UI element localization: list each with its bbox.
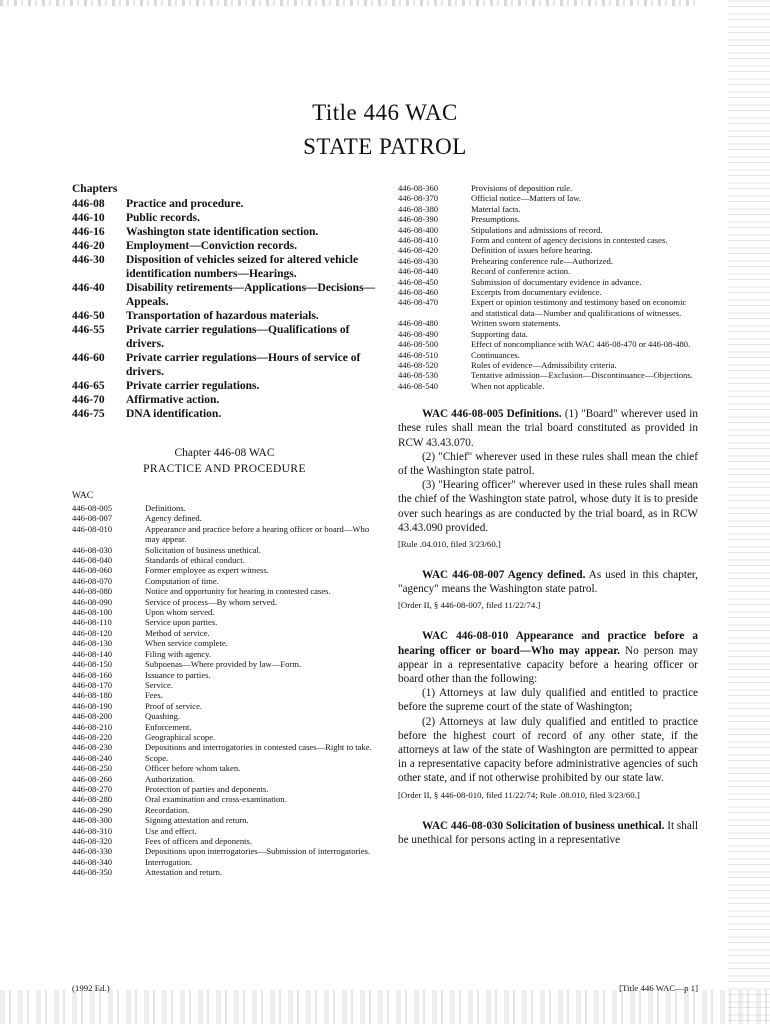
section-list-item-number: 446-08-330	[72, 846, 113, 857]
section-list-item	[72, 513, 377, 523]
section-030-head: WAC 446-08-030 Solicitation of business unethical.	[422, 819, 665, 832]
section-list-item-number: 446-08-300	[72, 815, 113, 826]
section-list-item-number: 446-08-250	[72, 763, 113, 774]
section-list-item-number: 446-08-140	[72, 648, 113, 659]
section-list-item	[398, 266, 698, 276]
section-005-p2: (2) "Chief" wherever used in these rules shall mean the chief of the Washington state patrol.	[398, 450, 698, 477]
section-list-item-title: Service.	[145, 679, 173, 690]
section-list-item-title: Written sworn statements.	[471, 318, 561, 329]
section-list-item	[72, 701, 377, 711]
section-list-item-title: Use and effect.	[145, 825, 197, 836]
section-list-item-title: Recordation.	[145, 804, 190, 815]
section-list-item-number: 446-08-460	[398, 287, 439, 298]
section-list-item-title: Supporting data.	[471, 328, 528, 339]
footer-edition: (1992 Ed.)	[72, 983, 110, 993]
section-010	[398, 629, 698, 686]
section-005-head: WAC 446-08-005 Definitions.	[422, 408, 562, 421]
section-list-item-title: Service upon parties.	[145, 617, 218, 628]
section-list-item-title: Provisions of deposition rule.	[471, 183, 573, 193]
chapter-list-item-title: Affirmative action.	[126, 394, 220, 406]
section-list-item	[398, 225, 698, 235]
section-list-item	[72, 732, 377, 742]
section-list-item-title: Agency defined.	[145, 513, 202, 524]
chapter-list-item	[72, 309, 377, 323]
wac-label: WAC	[72, 491, 94, 501]
chapter-list-item-number: 446-10	[72, 212, 105, 224]
section-list-item	[72, 524, 377, 545]
section-list-item-number: 446-08-410	[398, 235, 439, 246]
section-list-item	[72, 763, 377, 773]
section-list-item-number: 446-08-030	[72, 544, 113, 555]
section-list-item	[398, 297, 698, 318]
section-list-item-number: 446-08-520	[398, 359, 439, 370]
chapter-list-item-title: Employment—Conviction records.	[126, 240, 298, 252]
section-list-item	[72, 680, 377, 690]
right-column	[398, 183, 698, 847]
section-list-item	[72, 576, 377, 586]
section-list-item-number: 446-08-260	[72, 773, 113, 784]
section-010-body: No person may appear in a representative capacity before a hearing officer or board other than the following:	[398, 644, 698, 685]
section-list-item-title: Definition of issues before hearing.	[471, 245, 593, 256]
chapter-list-item-number: 446-60	[72, 352, 105, 364]
section-list-item-number: 446-08-080	[72, 586, 113, 597]
section-list-item	[72, 711, 377, 721]
section-list-item-number: 446-08-200	[72, 711, 113, 722]
section-list-item-number: 446-08-190	[72, 700, 113, 711]
chapter-list-item	[72, 323, 377, 351]
section-list-item	[398, 318, 698, 328]
section-list-item-title: Officer before whom taken.	[145, 763, 241, 774]
section-007-citation: [Order II, § 446-08-007, filed 11/22/74.]	[398, 600, 541, 611]
section-list-item-number: 446-08-270	[72, 783, 113, 794]
footer-page-number: [Title 446 WAC—p 1]	[619, 983, 698, 993]
section-list-item-number: 446-08-070	[72, 575, 113, 586]
section-005	[398, 407, 698, 450]
section-list-item-title: Effect of noncompliance with WAC 446-08-470 or 446-08-480.	[471, 339, 691, 350]
section-list-item-title: Service of process—By whom served.	[145, 596, 277, 607]
section-list-item	[72, 784, 377, 794]
section-list-item-number: 446-08-500	[398, 339, 439, 350]
section-list-item-number: 446-08-370	[398, 193, 439, 204]
section-list-item-number: 446-08-390	[398, 214, 439, 225]
section-list-item	[398, 370, 698, 380]
section-list-item	[398, 339, 698, 349]
chapter-list-item-number: 446-20	[72, 240, 105, 252]
chapter-list-item-title: Public records.	[126, 212, 200, 224]
section-list-item-title: Continuances.	[471, 349, 520, 360]
section-list-item	[398, 193, 698, 203]
section-list-item-title: Expert or opinion testimony and testimony based on economic and statistical data—Number and qualifications of witnesses.	[471, 297, 687, 318]
section-list-item	[72, 565, 377, 575]
section-list-item	[72, 836, 377, 846]
section-010-p2: (1) Attorneys at law duly qualified and entitled to practice before the supreme court of the state of Washington;	[398, 687, 698, 714]
section-list-item-title: Prehearing conference rule—Authorized.	[471, 255, 613, 266]
sections-list-left	[72, 503, 377, 878]
chapter-list-item	[72, 253, 377, 281]
section-list-item-title: Record of conference action.	[471, 266, 571, 277]
section-list-item-title: Filing with agency.	[145, 648, 212, 659]
section-list-item-number: 446-08-170	[72, 679, 113, 690]
chapter-list-item	[72, 407, 377, 421]
section-list-item-number: 446-08-160	[72, 669, 113, 680]
section-list-item-title: Geographical scope.	[145, 731, 216, 742]
section-list-item	[72, 670, 377, 680]
section-list-item-title: Issuance to parties.	[145, 669, 211, 680]
section-list-item-title: Former employee as expert witness.	[145, 565, 269, 576]
section-list-item-number: 446-08-180	[72, 690, 113, 701]
section-list-item-number: 446-08-060	[72, 565, 113, 576]
section-list-item-number: 446-08-230	[72, 742, 113, 753]
section-list-item	[72, 846, 377, 856]
section-list-item	[398, 277, 698, 287]
section-007-head: WAC 446-08-007 Agency defined.	[422, 568, 586, 581]
section-list-item-title: Enforcement.	[145, 721, 192, 732]
chapter-list-item-title: Practice and procedure.	[126, 198, 244, 210]
chapter-list-item-number: 446-65	[72, 380, 105, 392]
section-list-item-title: Official notice—Matters of law.	[471, 193, 582, 204]
section-030	[398, 819, 698, 847]
section-list-item	[72, 503, 377, 513]
section-list-item	[398, 183, 698, 193]
chapter-list-item-title: Disability retirements—Applications—Decisions—Appeals.	[126, 282, 376, 308]
chapter-title: PRACTICE AND PROCEDURE	[143, 463, 306, 475]
section-list-item-number: 446-08-090	[72, 596, 113, 607]
section-list-item-number: 446-08-340	[72, 856, 113, 867]
chapter-list-item	[72, 379, 377, 393]
section-list-item-title: Proof of service.	[145, 700, 203, 711]
section-list-item-title: Notice and opportunity for hearing in contested cases.	[145, 586, 331, 597]
section-list-item-number: 446-08-290	[72, 804, 113, 815]
section-list-item	[72, 857, 377, 867]
section-list-item-title: Protection of parties and deponents.	[145, 783, 269, 794]
section-list-item	[72, 649, 377, 659]
chapter-list-item	[72, 197, 377, 211]
chapter-list-item-title: Transportation of hazardous materials.	[126, 310, 319, 322]
section-list-item-title: Rules of evidence—Admissibility criteria.	[471, 359, 617, 370]
chapter-list-item-title: Disposition of vehicles seized for altered vehicle identification numbers—Hearings.	[126, 254, 359, 280]
left-column	[72, 183, 377, 878]
section-list-item-title: Depositions upon interrogatories—Submission of interrogatories.	[145, 846, 371, 857]
section-list-item	[398, 235, 698, 245]
section-list-item-title: Attestation and return.	[145, 867, 223, 878]
section-list-item-title: Computation of time.	[145, 575, 219, 586]
section-005-body: (1) "Board" wherever used in these rules shall mean the trial board constituted as provided in RCW 43.43.070.	[398, 408, 698, 449]
section-list-item-title: Authorization.	[145, 773, 195, 784]
section-list-item-number: 446-08-510	[398, 349, 439, 360]
section-list-item-title: Quashing.	[145, 711, 181, 722]
section-list-item	[398, 256, 698, 266]
section-list-item	[398, 245, 698, 255]
section-list-item	[72, 555, 377, 565]
section-list-item	[398, 214, 698, 224]
section-list-item	[72, 617, 377, 627]
section-list-item	[398, 329, 698, 339]
chapter-list-item-number: 446-50	[72, 310, 105, 322]
section-list-item-number: 446-08-490	[398, 328, 439, 339]
chapter-heading: Chapter 446-08 WAC	[174, 447, 275, 459]
section-list-item-number: 446-08-430	[398, 255, 439, 266]
section-list-item-number: 446-08-150	[72, 659, 113, 670]
section-list-item	[72, 628, 377, 638]
chapter-list-item-number: 446-30	[72, 254, 105, 266]
chapters-label: Chapters	[72, 183, 118, 195]
page-subtitle: STATE PATROL	[303, 134, 467, 159]
section-list-item	[72, 722, 377, 732]
section-010-p3: (2) Attorneys at law duly qualified and entitled to practice before the highest court of record of any other state, if the attorneys at law of the state of Washington are permitted to appear in a representative capacity before administrative agencies of such other state, and if not otherwise prohibited by our state law.	[398, 715, 698, 785]
section-list-item	[72, 742, 377, 752]
section-list-item	[398, 350, 698, 360]
chapter-list-item	[72, 281, 377, 309]
section-list-item-number: 446-08-007	[72, 513, 113, 524]
section-007	[398, 568, 698, 596]
section-list-item-number: 446-08-470	[398, 297, 439, 308]
section-list-item	[72, 826, 377, 836]
section-list-item	[72, 867, 377, 877]
section-list-item-number: 446-08-210	[72, 721, 113, 732]
section-list-item-title: Depositions and interrogatories in contested cases—Right to take.	[145, 742, 372, 753]
section-list-item-title: Scope.	[145, 752, 169, 763]
section-list-item	[398, 381, 698, 391]
section-list-item-title: Definitions.	[145, 503, 186, 513]
section-list-item-title: Stipulations and admissions of record.	[471, 224, 603, 235]
section-list-item-number: 446-08-310	[72, 825, 113, 836]
chapter-list-item-number: 446-75	[72, 408, 105, 420]
scan-noise-top	[0, 0, 700, 6]
section-list-item-number: 446-08-540	[398, 380, 439, 391]
section-list-item-number: 446-08-240	[72, 752, 113, 763]
section-list-item	[72, 690, 377, 700]
section-list-item-title: Submission of documentary evidence in advance.	[471, 276, 642, 287]
section-list-item-title: Tentative admission—Exclusion—Discontinuance—Objections.	[471, 370, 693, 381]
section-list-item-number: 446-08-450	[398, 276, 439, 287]
section-list-item-title: Interrogation.	[145, 856, 193, 867]
chapter-list-item	[72, 351, 377, 379]
section-list-item-number: 446-08-360	[398, 183, 439, 193]
section-010-citation: [Order II, § 446-08-010, filed 11/22/74; Rule .08.010, filed 3/23/60.]	[398, 789, 640, 800]
section-list-item-number: 446-08-130	[72, 638, 113, 649]
section-list-item-title: Upon whom served.	[145, 607, 215, 618]
page-title: Title 446 WAC	[312, 100, 458, 125]
section-list-item-number: 446-08-420	[398, 245, 439, 256]
section-list-item-number: 446-08-350	[72, 867, 113, 878]
scan-noise-bottom	[0, 990, 770, 1024]
section-list-item-number: 446-08-110	[72, 617, 112, 628]
section-list-item	[72, 597, 377, 607]
sections-list-right	[398, 183, 698, 391]
section-list-item	[72, 774, 377, 784]
section-list-item	[72, 815, 377, 825]
section-030-body: It shall be unethical for persons acting in a representative	[398, 819, 698, 846]
chapter-list-item-title: Private carrier regulations.	[126, 380, 260, 392]
section-list-item	[72, 794, 377, 804]
section-list-item-number: 446-08-380	[398, 203, 439, 214]
section-list-item-number: 446-08-440	[398, 266, 439, 277]
section-list-item-title: Appearance and practice before a hearing officer or board—Who may appear.	[145, 523, 370, 545]
chapter-list-item-number: 446-40	[72, 282, 105, 294]
section-list-item-number: 446-08-010	[72, 523, 113, 534]
section-list-item	[72, 753, 377, 763]
section-list-item-title: Standards of ethical conduct.	[145, 555, 245, 566]
section-list-item-number: 446-08-400	[398, 224, 439, 235]
chapter-list-item-number: 446-70	[72, 394, 105, 406]
section-list-item-title: When service complete.	[145, 638, 228, 649]
section-list-item	[72, 607, 377, 617]
chapter-list-item	[72, 393, 377, 407]
section-list-item-title: Fees of officers and deponents.	[145, 836, 252, 846]
chapter-list-item-title: Private carrier regulations—Qualifications of drivers.	[126, 324, 350, 350]
section-list-item-number: 446-08-320	[72, 836, 113, 846]
section-010-head: WAC 446-08-010 Appearance and practice before a hearing officer or board—Who may appear.	[398, 630, 698, 657]
section-list-item-title: Method of service.	[145, 627, 210, 638]
section-list-item-title: Form and content of agency decisions in contested cases.	[471, 235, 668, 246]
section-list-item-number: 446-08-040	[72, 555, 113, 566]
chapter-list-item-number: 446-08	[72, 198, 105, 210]
section-005-p3: (3) "Hearing officer" wherever used in these rules shall mean the chief of the Washington state patrol, whose duty it is to preside over such hearings as are conducted by the trial board, as in RCW 43.43.090 provided.	[398, 479, 698, 534]
section-list-item-number: 446-08-100	[72, 607, 113, 618]
section-list-item	[398, 204, 698, 214]
section-list-item-number: 446-08-120	[72, 627, 113, 638]
section-list-item-title: Solicitation of business unethical.	[145, 544, 261, 555]
section-007-body: As used in this chapter, "agency" means the Washington state patrol.	[398, 568, 698, 596]
section-list-item-number: 446-08-220	[72, 731, 113, 742]
chapter-list-item	[72, 239, 377, 253]
section-list-item-title: When not applicable.	[471, 380, 545, 391]
chapters-list	[72, 197, 377, 421]
chapter-list-item-number: 446-16	[72, 226, 105, 238]
section-list-item	[72, 805, 377, 815]
chapter-list-item-number: 446-55	[72, 324, 105, 336]
section-list-item-title: Material facts.	[471, 203, 521, 214]
section-list-item-title: Signing attestation and return.	[145, 815, 249, 826]
section-list-item	[398, 287, 698, 297]
section-list-item-title: Subpoenas—Where provided by law—Form.	[145, 659, 302, 670]
chapter-list-item	[72, 225, 377, 239]
chapter-list-item-title: Private carrier regulations—Hours of service of drivers.	[126, 352, 361, 378]
section-list-item-number: 446-08-005	[72, 503, 113, 513]
section-list-item-title: Oral examination and cross-examination.	[145, 794, 287, 805]
section-list-item-title: Presumptions.	[471, 214, 520, 225]
section-list-item-number: 446-08-280	[72, 794, 113, 805]
section-list-item	[72, 586, 377, 596]
section-list-item	[72, 638, 377, 648]
chapter-list-item-title: Washington state identification section.	[126, 226, 319, 238]
section-list-item-title: Excerpts from documentary evidence.	[471, 287, 602, 298]
section-list-item-number: 446-08-480	[398, 318, 439, 329]
section-list-item	[72, 659, 377, 669]
section-list-item-title: Fees.	[145, 690, 163, 701]
section-list-item	[398, 360, 698, 370]
section-list-item-number: 446-08-530	[398, 370, 439, 381]
chapter-list-item-title: DNA identification.	[126, 408, 222, 420]
chapter-list-item	[72, 211, 377, 225]
section-list-item	[72, 545, 377, 555]
section-005-citation: [Rule .04.010, filed 3/23/60.]	[398, 538, 501, 549]
